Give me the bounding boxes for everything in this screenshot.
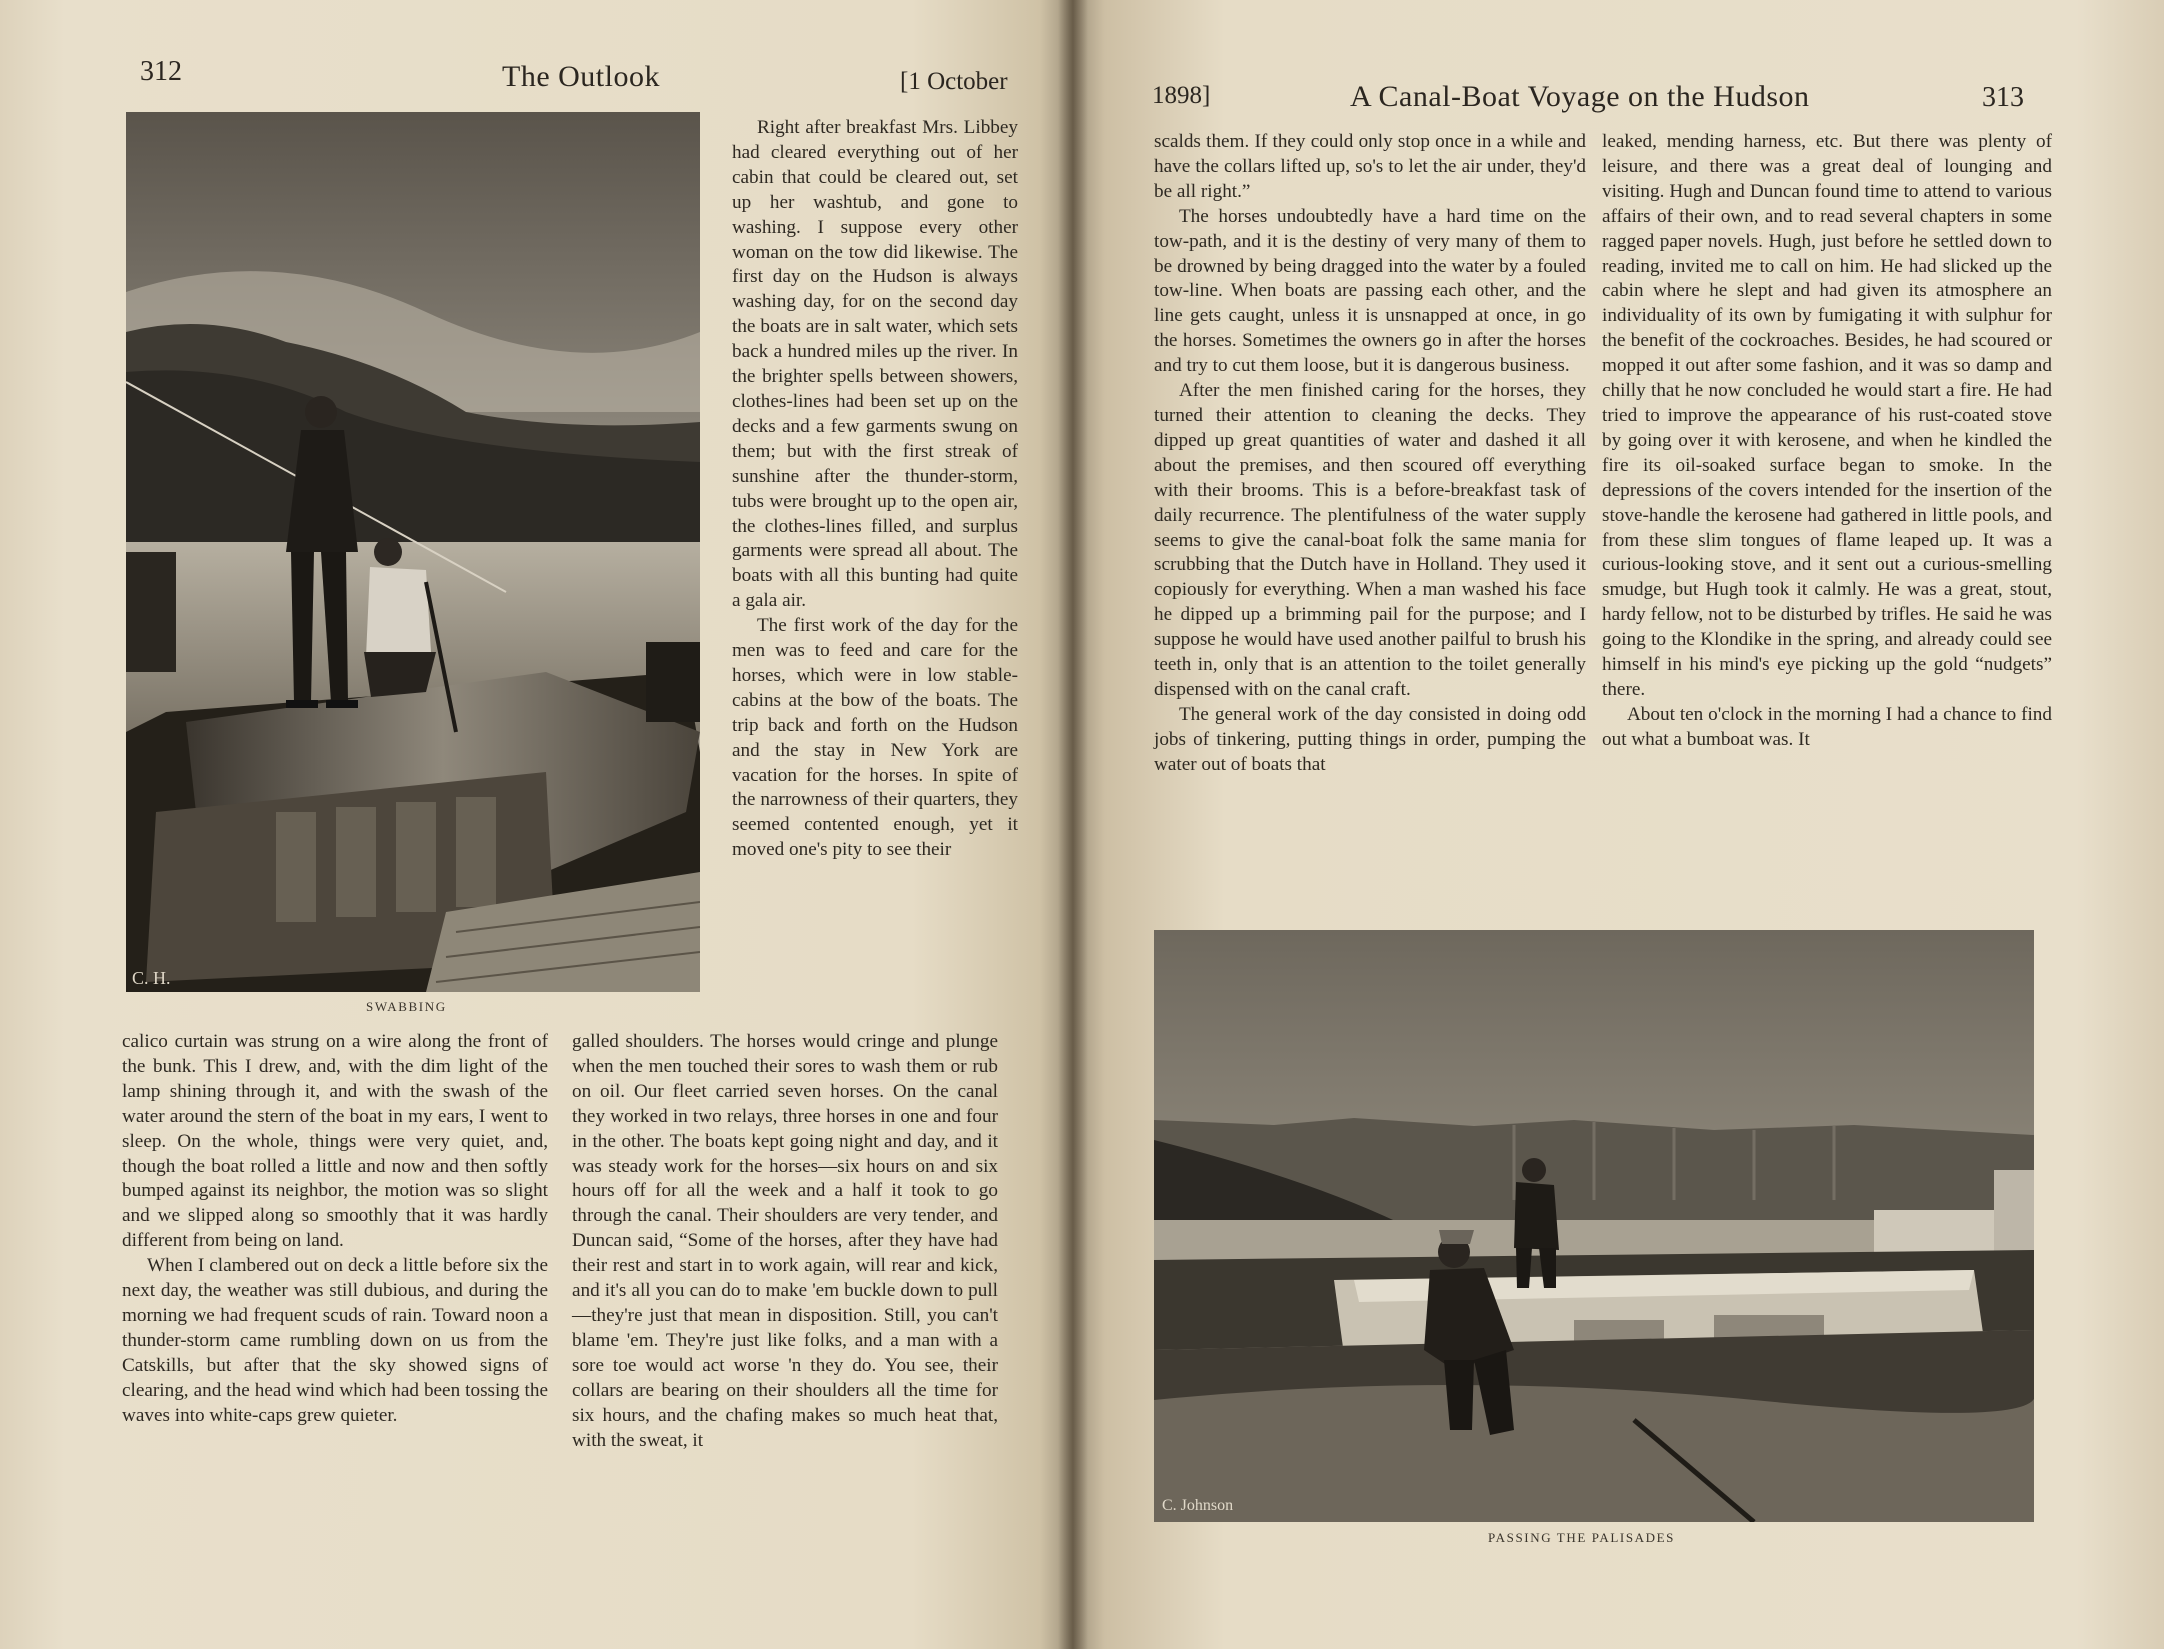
paragraph: Right after breakfast Mrs. Libbey had cleared everything out of her cabin that could be cleared out, set up her washtub, and gone to washing. I suppose every other woman on the tow did likewise. The first day on the Hudson is always washing day, for on the second day the boats are in salt water, which sets back a hundred miles up the river. In the brighter spells between showers, clothes-lines had been set up on the decks and a few garments swung on them; but with the first streak of sunshine after the thunder-storm, tubs were brought up to the open air, the clothes-lines filled, and surplus garments were spread all about. The boats with all this bunting had quite a gala air. <box>732 117 1018 612</box>
paragraph: When I clambered out on deck a little before six the next day, the weather was still dubious, and during the morning we had frequent scuds of rain. Toward noon a thunder-storm came rumbling down on us from the Catskills, but after that the sky showed signs of clearing, and the head wind which had been tossing the waves into white-caps grew quieter. <box>122 1255 548 1426</box>
palisades-image <box>1154 930 2034 1522</box>
paragraph: calico curtain was strung on a wire along the front of the bunk. This I drew, and, with the dim light of the lamp shining through it, and with the swash of the water around the stern of the boat in my ears, I went to sleep. On the whole, things were very quiet, and, though the boat rolled a little and now and then softly bumped against its neighbor, the motion was so slight and we slipped along so smoothly that it was hardly different from being on land. <box>122 1031 548 1252</box>
paragraph: The general work of the day consisted in doing odd jobs of tinkering, putting things in order, pumping the water out of boats that <box>1154 703 1586 775</box>
left-date-fragment: [1 October <box>900 68 1008 95</box>
left-page-number: 312 <box>140 56 182 87</box>
palisades-caption: PASSING THE PALISADES <box>1488 1530 1675 1545</box>
left-bottom-right-column <box>572 1030 998 1453</box>
paragraph: The first work of the day for the men was to feed and care for the horses, which were in low stable-cabins at the bow of the boats. The trip back and forth on the Hudson and the stay in New York are vacation for the horses. In spite of the narrowness of their quarters, they seemed contented enough, yet it moved one's pity to see their <box>732 615 1018 861</box>
left-bottom-left-column <box>122 1030 548 1429</box>
right-date-fragment: 1898] <box>1152 82 1211 109</box>
paragraph: About ten o'clock in the morning I had a chance to find out what a bumboat was. It <box>1602 703 2052 750</box>
paragraph: leaked, mending harness, etc. But there was plenty of leisure, and there was a great deal of lounging and visiting. Hugh and Duncan found time to attend to various affairs of their own, and to read several chapters in some ragged paper novels. Hugh, just before he settled down to reading, invited me to call on him. He had slicked up the cabin where he slept and had given its atmosphere an individuality of its own by fumigating it with sulphur for the benefit of the cockroaches. Besides, he had scoured or mopped it out after some fashion, and it was so damp and chilly that he now concluded he would start a fire. He had tried to improve the appearance of his rust-coated stove by going over it with kerosene, and when he kindled the fire its oil-soaked surface began to smoke. In the depressions of the covers intended for the insertion of the stove-handle the kerosene had gathered in little pools, and from these slim tongues of flame leaped up. It was a curious-looking stove, and it sent out a curious-smelling smudge, but Hugh took it calmly. He was a great, stout, hardy fellow, not to be disturbed by trifles. He said he was going to the Klondike in the spring, and already could see himself in his mind's eye picking up the gold “nudgets” there. <box>1602 131 2052 700</box>
palisades-signature: C. Johnson <box>1162 1497 1234 1514</box>
palisades-photo <box>1154 930 2034 1522</box>
right-page-number: 313 <box>1982 82 2024 113</box>
right-page <box>1072 0 2164 1649</box>
right-column-1 <box>1154 130 1586 778</box>
paragraph: After the men finished caring for the horses, they turned their attention to cleaning the decks. They dipped up great quantities of water and dashed it all about the premises, and then scoured off everything with their brooms. This is a before-breakfast task of daily recurrence. The plentifulness of the water supply seems to give the canal-boat folk the same mania for scrubbing that the Dutch have in Holland. They used it copiously for everything. When a man washed his face he dipped up a brimming pail for the purpose; and I suppose he would have used another pailful to brush his teeth in, only that is an attention to the toilet generally dispensed with on the canal craft. <box>1154 380 1586 700</box>
paragraph: The horses undoubtedly have a hard time on the tow-path, and it is the destiny of very many of them to be drowned by being dragged into the water by a fouled tow-line. When boats are passing each other, and the line gets caught, unless it is unsnapped at once, in go the horses. Sometimes the owners go in after the horses and try to cut them loose, but it is dangerous business. <box>1154 205 1586 377</box>
right-column-2 <box>1602 130 2052 753</box>
paragraph: scalds them. If they could only stop once in a while and have the collars lifted up, so's to let the air under, they'd be all right.” <box>1154 131 1586 202</box>
left-right-column <box>732 116 1018 863</box>
paragraph: galled shoulders. The horses would cringe and plunge when the men touched their sores to wash them or rub on oil. Our fleet carried seven horses. On the canal they worked in two relays, three horses in one and four in the other. The boats kept going night and day, and it was steady work for the horses—six hours on and six hours off for all the week and a half it took to go through the canal. Their shoulders are very tender, and Duncan said, “Some of the horses, after they have had their rest and start in to work again, will rear and kick, and it's all you can do to make 'em buckle down to pull—they're just that mean in disposition. Still, you can't blame 'em. They're just like folks, and a man with a sore toe would act worse 'n they do. You see, their collars are bearing on their shoulders all the time for six hours, and the chafing makes so much heat that, with the sweat, it <box>572 1031 998 1451</box>
left-page <box>0 0 1072 1649</box>
left-running-title: The Outlook <box>502 60 660 93</box>
swabbing-image <box>126 112 700 992</box>
book-gutter <box>1058 0 1088 1649</box>
swabbing-caption: SWABBING <box>366 999 447 1014</box>
right-running-title: A Canal-Boat Voyage on the Hudson <box>1350 80 1810 113</box>
swabbing-signature: C. H. <box>132 968 171 988</box>
swabbing-photo <box>126 112 700 992</box>
